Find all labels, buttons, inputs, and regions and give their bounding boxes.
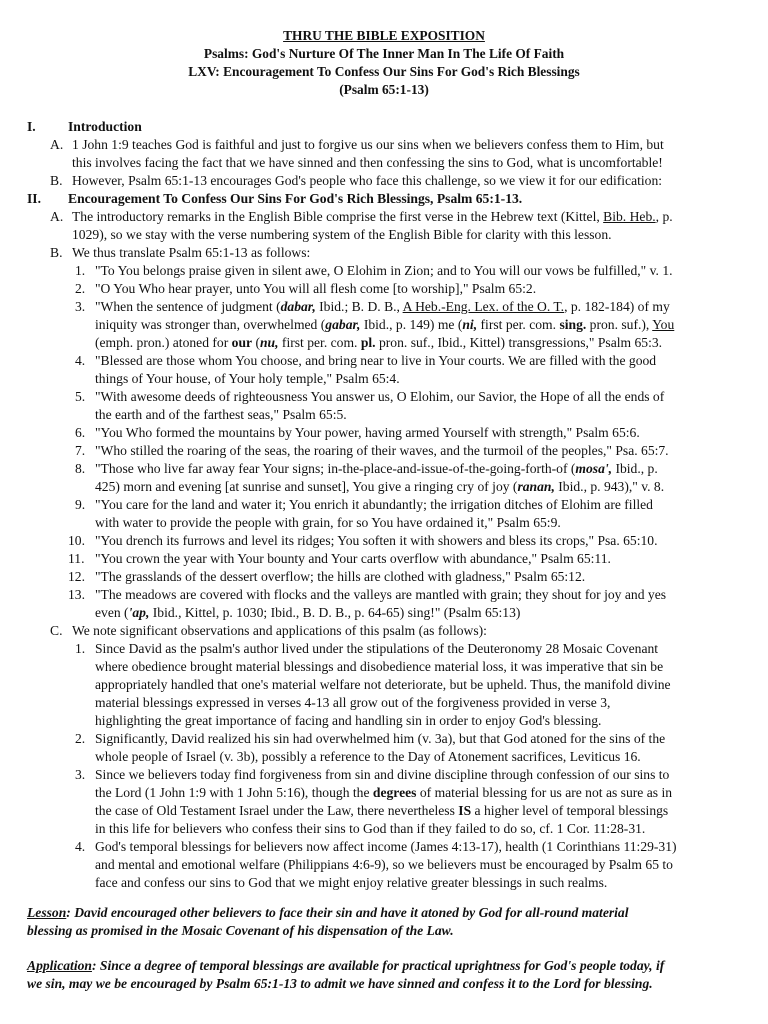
application-line-1: Application: Since a degree of temporal blessings are available for practical uprightness for God's people today, if (27, 958, 665, 973)
verse-6-marker: 6. (75, 425, 86, 440)
section-2-c-line-1: We note significant observations and applications of this psalm (as follows): (72, 623, 487, 638)
verse-13-line-2: even ('ap, Ibid., Kittel, p. 1030; Ibid., B. D. B., p. 64-65) sing!" (Psalm 65:13) (95, 605, 521, 620)
section-1-heading: Introduction (68, 119, 142, 134)
verse-4-marker: 4. (75, 353, 86, 368)
verse-10-line-1: "You drench its furrows and level its ridges; You soften it with showers and bless its crops," Psa. 65:10. (95, 533, 658, 548)
application-label: Application (27, 958, 92, 973)
observation-4-line-1: God's temporal blessings for believers now affect income (James 4:13-17), health (1 Corinthians 11:29-31) (95, 839, 677, 854)
verse-8-line-1: "Those who live far away fear Your signs; in-the-place-and-issue-of-the-going-forth-of (mosa', Ibid., p. (95, 461, 658, 476)
verse-8-marker: 8. (75, 461, 86, 476)
section-1-a-line-2: this involves facing the fact that we have sinned and then confessing the sins to God, what is uncomfortable! (72, 155, 663, 170)
verse-2-marker: 2. (75, 281, 86, 296)
observation-1-marker: 1. (75, 641, 86, 656)
observation-2-marker: 2. (75, 731, 86, 746)
section-1-b-marker: B. (50, 173, 63, 188)
verse-7-line-1: "Who stilled the roaring of the seas, the roaring of their waves, and the turmoil of the peoples," Psa. 65:7. (95, 443, 669, 458)
observation-3-line-1: Since we believers today find forgiveness from sin and divine discipline through confession of our sins to (95, 767, 670, 782)
verse-7-marker: 7. (75, 443, 86, 458)
verse-4-line-2: things of Your house, of Your holy temple," Psalm 65:4. (95, 371, 400, 386)
observation-3-line-2: the Lord (1 John 1:9 with 1 John 5:16), though the degrees of material blessing for us are not as sure as in (95, 785, 673, 800)
verse-5-line-2: the earth and of the farthest seas," Psalm 65:5. (95, 407, 347, 422)
section-2-c-marker: C. (50, 623, 63, 638)
verse-9-line-1: "You care for the land and water it; You enrich it abundantly; the irrigation ditches of Elohim are filled (95, 497, 653, 512)
verse-10-marker: 10. (68, 533, 85, 548)
verse-8-line-2: 425) morn and evening [at sunrise and sunset], You give a ringing cry of joy (ranan, Ibid., p. 943)," v. 8. (95, 479, 665, 494)
section-2-a-line-2: 1029), so we stay with the verse numbering system of the English Bible for clarity with this lesson. (72, 227, 612, 242)
observation-4-line-2: and mental and emotional welfare (Philippians 4:6-9), so we believers must be encouraged by Psalm 65 to (95, 857, 673, 872)
lesson-label: Lesson (27, 905, 67, 920)
lesson-title: LXV: Encouragement To Confess Our Sins For God's Rich Blessings (188, 64, 580, 79)
observation-1-line-2: where obedience brought material blessings and disobedience material loss, it was imperative that sin be (95, 659, 664, 674)
observation-3-line-4: in this life for believers who confess their sins to God than if they failed to do so, cf. 1 Cor. 11:28-31. (95, 821, 646, 836)
section-1-a-line-1: 1 John 1:9 teaches God is faithful and just to forgive us our sins when we believers confess them to Him, but (72, 137, 664, 152)
verse-11-marker: 11. (68, 551, 85, 566)
verse-5-line-1: "With awesome deeds of righteousness You answer us, O Elohim, our Savior, the Hope of all the ends of (95, 389, 665, 404)
series-title: Psalms: God's Nurture Of The Inner Man In The Life Of Faith (203, 46, 565, 61)
observation-3-marker: 3. (75, 767, 86, 782)
section-2-heading: Encouragement To Confess Our Sins For God's Rich Blessings, Psalm 65:1-13. (68, 191, 523, 206)
observation-4-marker: 4. (75, 839, 86, 854)
verse-12-marker: 12. (68, 569, 85, 584)
verse-1-line-1: "To You belongs praise given in silent awe, O Elohim in Zion; and to You will our vows be fulfilled," v. 1. (95, 263, 673, 278)
observation-4-line-3: face and confess our sins to God that we might enjoy relative greater blessings in such realms. (95, 875, 608, 890)
verse-12-line-1: "The grasslands of the dessert overflow; the hills are clothed with gladness," Psalm 65:12. (95, 569, 586, 584)
observation-1-line-5: highlighting the great importance of facing and handling sin in order to enjoy God's blessing. (95, 713, 602, 728)
verse-9-line-2: with water to provide the people with grain, for so You have ordained it," Psalm 65:9. (95, 515, 561, 530)
application-line-2: we sin, may we be encouraged by Psalm 65:1-13 to admit we have sinned and confess it to the Lord for blessing. (27, 976, 653, 991)
verse-3-line-3: (emph. pron.) atoned for our (nu, first per. com. pl. pron. suf., Ibid., Kittel) transgressions," Psalm 65:3. (95, 335, 663, 350)
document-title: THRU THE BIBLE EXPOSITION (283, 28, 485, 43)
verse-13-marker: 13. (68, 587, 85, 602)
observation-1-line-4: material blessings expressed in verses 4-13 all grow out of the forgiveness provided in verse 3, (95, 695, 611, 710)
section-2-b-line-1: We thus translate Psalm 65:1-13 as follows: (72, 245, 311, 260)
section-2-a-marker: A. (50, 209, 64, 224)
verse-9-marker: 9. (75, 497, 86, 512)
verse-3-line-1: "When the sentence of judgment (dabar, Ibid.; B. D. B., A Heb.-Eng. Lex. of the O. T., p. 182-184) of my (95, 299, 670, 314)
verse-1-marker: 1. (75, 263, 86, 278)
section-2-marker: II. (27, 191, 41, 206)
verse-2-line-1: "O You Who hear prayer, unto You will all flesh come [to worship]," Psalm 65:2. (95, 281, 537, 296)
verse-4-line-1: "Blessed are those whom You choose, and bring near to live in Your courts. We are filled with the good (95, 353, 657, 368)
lesson-line-2: blessing as promised in the Mosaic Covenant of his dispensation of the Law. (27, 923, 454, 938)
lesson-line-1: Lesson: David encouraged other believers to face their sin and have it atoned by God for all-round material (27, 905, 629, 920)
section-1-marker: I. (27, 119, 36, 134)
observation-3-line-3: the case of Old Testament Israel under the Law, there nevertheless IS a higher level of temporal blessings (95, 803, 669, 818)
observation-2-line-1: Significantly, David realized his sin had overwhelmed him (v. 3a), but that God atoned for the sins of the (95, 731, 666, 746)
section-1-a-marker: A. (50, 137, 64, 152)
verse-11-line-1: "You crown the year with Your bounty and Your carts overflow with abundance," Psalm 65:11. (95, 551, 611, 566)
section-1-b-line-1: However, Psalm 65:1-13 encourages God's people who face this challenge, so we view it for our edification: (72, 173, 663, 188)
observation-1-line-3: appropriately handled that one's material welfare not deteriorate, but be upheld. Thus, the manifold divine (95, 677, 671, 692)
section-2-b-marker: B. (50, 245, 63, 260)
verse-3-line-2: iniquity was stronger than, overwhelmed (gabar, Ibid., p. 149) me (ni, first per. com. sing. pron. suf.), You (95, 317, 675, 332)
observation-1-line-1: Since David as the psalm's author lived under the stipulations of the Deuteronomy 28 Mosaic Covenant (95, 641, 659, 656)
observation-2-line-2: whole people of Israel (v. 3b), possibly a reference to the Day of Atonement sacrifices, Leviticus 16. (95, 749, 641, 764)
verse-13-line-1: "The meadows are covered with flocks and the valleys are mantled with grain; they shout for joy and yes (95, 587, 667, 602)
verse-5-marker: 5. (75, 389, 86, 404)
scripture-reference: (Psalm 65:1-13) (339, 82, 429, 97)
verse-6-line-1: "You Who formed the mountains by Your power, having armed Yourself with strength," Psalm 65:6. (95, 425, 640, 440)
section-2-a-line-1: The introductory remarks in the English Bible comprise the first verse in the Hebrew text (Kittel, Bib. Heb., p. (72, 209, 673, 224)
verse-3-marker: 3. (75, 299, 86, 314)
